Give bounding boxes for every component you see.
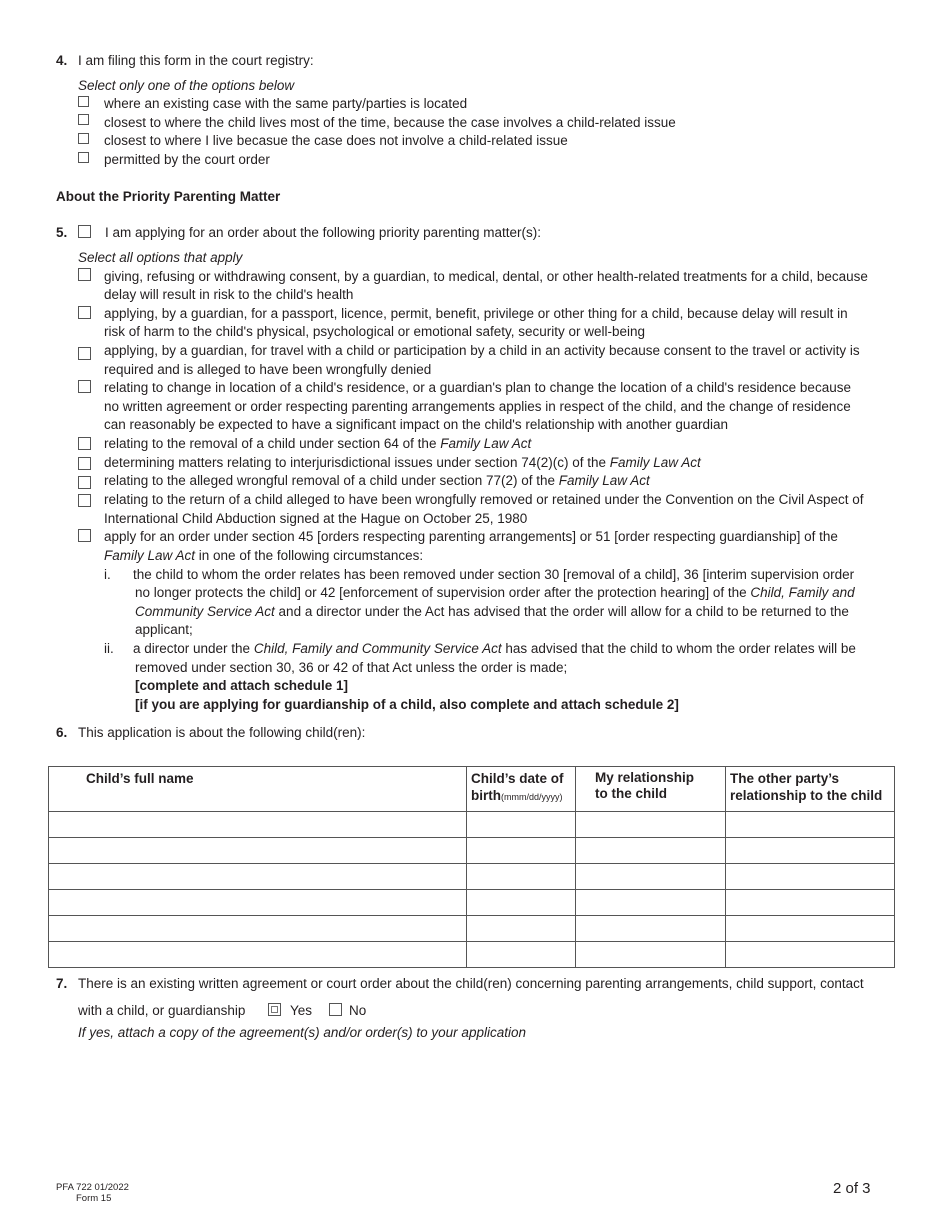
q5-sub-i-label: i. xyxy=(104,567,111,582)
q5-sub-ii-line2: removed under section 30, 36 or 42 of that Act unless the order is made; xyxy=(135,660,568,675)
child-dob-cell[interactable] xyxy=(467,942,576,968)
table-row xyxy=(49,890,895,916)
child-name-cell[interactable] xyxy=(49,812,467,838)
q5-note-schedule-1: [complete and attach schedule 1] xyxy=(135,678,349,693)
my-relationship-cell[interactable] xyxy=(576,864,726,890)
other-relationship-cell[interactable] xyxy=(726,916,895,942)
q5-option-4-line3: can reasonably be expected to have a significant impact on the child's relationship with another guardian xyxy=(104,417,728,432)
table-row xyxy=(49,942,895,968)
q5-option-3-line2: required and is alleged to have been wrongfully denied xyxy=(104,362,432,377)
q5-statement: I am applying for an order about the following priority parenting matter(s): xyxy=(105,225,541,240)
table-row xyxy=(49,812,895,838)
table-row xyxy=(49,838,895,864)
children-table-header xyxy=(49,767,895,812)
q5-option-8-checkbox[interactable] xyxy=(78,494,91,507)
q5-option-4-checkbox[interactable] xyxy=(78,380,91,393)
q5-option-7-label: relating to the alleged wrongful removal of a child under section 77(2) of the Family Law Act xyxy=(104,473,650,488)
other-relationship-cell[interactable] xyxy=(726,890,895,916)
q5-sub-i-line4: applicant; xyxy=(135,622,193,637)
header-other-relationship: The other party’s relationship to the child xyxy=(726,767,895,812)
q4-number: 4. xyxy=(56,53,68,68)
header-child-name: Child’s full name xyxy=(49,767,467,812)
q5-option-2-checkbox[interactable] xyxy=(78,306,91,319)
child-dob-cell[interactable] xyxy=(467,890,576,916)
q5-option-8-line1: relating to the return of a child alleged to have been wrongfully removed or retained under the Convention on the Civil Aspect of xyxy=(104,492,864,507)
child-name-cell[interactable] xyxy=(49,890,467,916)
q5-sub-ii-label: ii. xyxy=(104,641,114,656)
q5-number: 5. xyxy=(56,225,68,240)
q6-statement: This application is about the following child(ren): xyxy=(78,725,366,740)
other-relationship-cell[interactable] xyxy=(726,942,895,968)
q4-statement: I am filing this form in the court registry: xyxy=(78,53,314,68)
footer-form-code: PFA 722 01/2022 xyxy=(56,1182,129,1193)
q7-instruction: If yes, attach a copy of the agreement(s) and/or order(s) to your application xyxy=(78,1025,526,1040)
q7-no-checkbox[interactable] xyxy=(329,1003,342,1016)
q5-option-1-line2: delay will result in risk to the child's health xyxy=(104,287,354,302)
q5-note-schedule-2: [if you are applying for guardianship of a child, also complete and attach schedule 2] xyxy=(135,697,679,712)
footer-page-number: 2 of 3 xyxy=(833,1180,871,1197)
other-relationship-cell[interactable] xyxy=(726,864,895,890)
q7-number: 7. xyxy=(56,976,68,991)
child-name-cell[interactable] xyxy=(49,916,467,942)
my-relationship-cell[interactable] xyxy=(576,916,726,942)
q5-option-6-checkbox[interactable] xyxy=(78,457,91,470)
child-name-cell[interactable] xyxy=(49,864,467,890)
q4-option-4-checkbox[interactable] xyxy=(78,152,89,163)
child-name-cell[interactable] xyxy=(49,838,467,864)
q5-option-9-checkbox[interactable] xyxy=(78,529,91,542)
q7-yes-checkbox[interactable] xyxy=(268,1003,281,1016)
q5-option-9-line2: Family Law Act in one of the following circumstances: xyxy=(104,548,424,563)
table-row xyxy=(49,916,895,942)
child-dob-cell[interactable] xyxy=(467,864,576,890)
q5-option-3-line1: applying, by a guardian, for travel with a child or participation by a child in an activity because consent to the travel or activity is xyxy=(104,343,860,358)
other-relationship-cell[interactable] xyxy=(726,812,895,838)
q4-option-1-label: where an existing case with the same party/parties is located xyxy=(104,96,468,111)
q4-option-2-checkbox[interactable] xyxy=(78,114,89,125)
section-heading: About the Priority Parenting Matter xyxy=(56,189,281,204)
child-dob-cell[interactable] xyxy=(467,838,576,864)
q5-main-checkbox[interactable] xyxy=(78,225,91,238)
q4-option-3-checkbox[interactable] xyxy=(78,133,89,144)
my-relationship-cell[interactable] xyxy=(576,812,726,838)
q5-option-1-line1: giving, refusing or withdrawing consent, by a guardian, to medical, dental, or other health-related treatments for a child, because xyxy=(104,269,868,284)
my-relationship-cell[interactable] xyxy=(576,890,726,916)
q4-option-2-label: closest to where the child lives most of the time, because the case involves a child-related issue xyxy=(104,115,676,130)
q4-option-3-label: closest to where I live becasue the case does not involve a child-related issue xyxy=(104,133,568,148)
my-relationship-cell[interactable] xyxy=(576,838,726,864)
q4-option-4-label: permitted by the court order xyxy=(104,152,270,167)
q5-option-7-checkbox[interactable] xyxy=(78,476,91,489)
q5-option-9-line1: apply for an order under section 45 [orders respecting parenting arrangements] or 51 [order respecting guardianship] of the xyxy=(104,529,838,544)
q5-option-4-line2: no written agreement or order respecting parenting arrangements applies in respect of the child, and the change of residence xyxy=(104,399,851,414)
child-name-cell[interactable] xyxy=(49,942,467,968)
q7-no-label: No xyxy=(349,1003,367,1018)
q5-sub-i-line2: no longer protects the child] or 42 [enforcement of supervision order after the protection hearing] of the Child, Family and xyxy=(135,585,855,600)
q5-sub-ii-line1: a director under the Child, Family and Community Service Act has advised that the child to whom the order relates will be xyxy=(133,641,856,656)
q5-option-4-line1: relating to change in location of a child's residence, or a guardian's plan to change the location of a child's residence because xyxy=(104,380,851,395)
q5-option-5-checkbox[interactable] xyxy=(78,437,91,450)
children-table xyxy=(48,766,895,968)
q4-instruction: Select only one of the options below xyxy=(78,78,295,93)
header-my-relationship: My relationship to the child xyxy=(576,767,726,812)
q7-line1: There is an existing written agreement or court order about the child(ren) concerning parenting arrangements, child support, contact xyxy=(78,976,864,991)
q5-sub-i-line1: the child to whom the order relates has been removed under section 30 [removal of a child], 36 [interim supervision order xyxy=(133,567,855,582)
q5-option-6-label: determining matters relating to interjurisdictional issues under section 74(2)(c) of the Family Law Act xyxy=(104,455,701,470)
q5-option-2-line2: risk of harm to the child's physical, psychological or emotional safety, security or well-being xyxy=(104,324,646,339)
footer-form-number: Form 15 xyxy=(76,1193,112,1204)
q5-option-1-checkbox[interactable] xyxy=(78,268,91,281)
q4-option-1-checkbox[interactable] xyxy=(78,96,89,107)
q5-option-2-line1: applying, by a guardian, for a passport, licence, permit, benefit, privilege or other thing for a child, because delay will result in xyxy=(104,306,848,321)
q7-line2: with a child, or guardianship xyxy=(78,1003,246,1018)
q5-option-5-label: relating to the removal of a child under section 64 of the Family Law Act xyxy=(104,436,532,451)
q5-option-8-line2: International Child Abduction signed at the Hague on October 25, 1980 xyxy=(104,511,528,526)
other-relationship-cell[interactable] xyxy=(726,838,895,864)
child-dob-cell[interactable] xyxy=(467,916,576,942)
q5-instruction: Select all options that apply xyxy=(78,250,243,265)
q5-option-3-checkbox[interactable] xyxy=(78,347,91,360)
q6-number: 6. xyxy=(56,725,68,740)
header-child-dob: Child’s date of birth(mmm/dd/yyyy) xyxy=(467,767,576,812)
table-row xyxy=(49,864,895,890)
q7-yes-label: Yes xyxy=(290,1003,313,1018)
q5-sub-i-line3: Community Service Act and a director under the Act has advised that the order will allow for a child to be returned to the xyxy=(135,604,849,619)
my-relationship-cell[interactable] xyxy=(576,942,726,968)
child-dob-cell[interactable] xyxy=(467,812,576,838)
